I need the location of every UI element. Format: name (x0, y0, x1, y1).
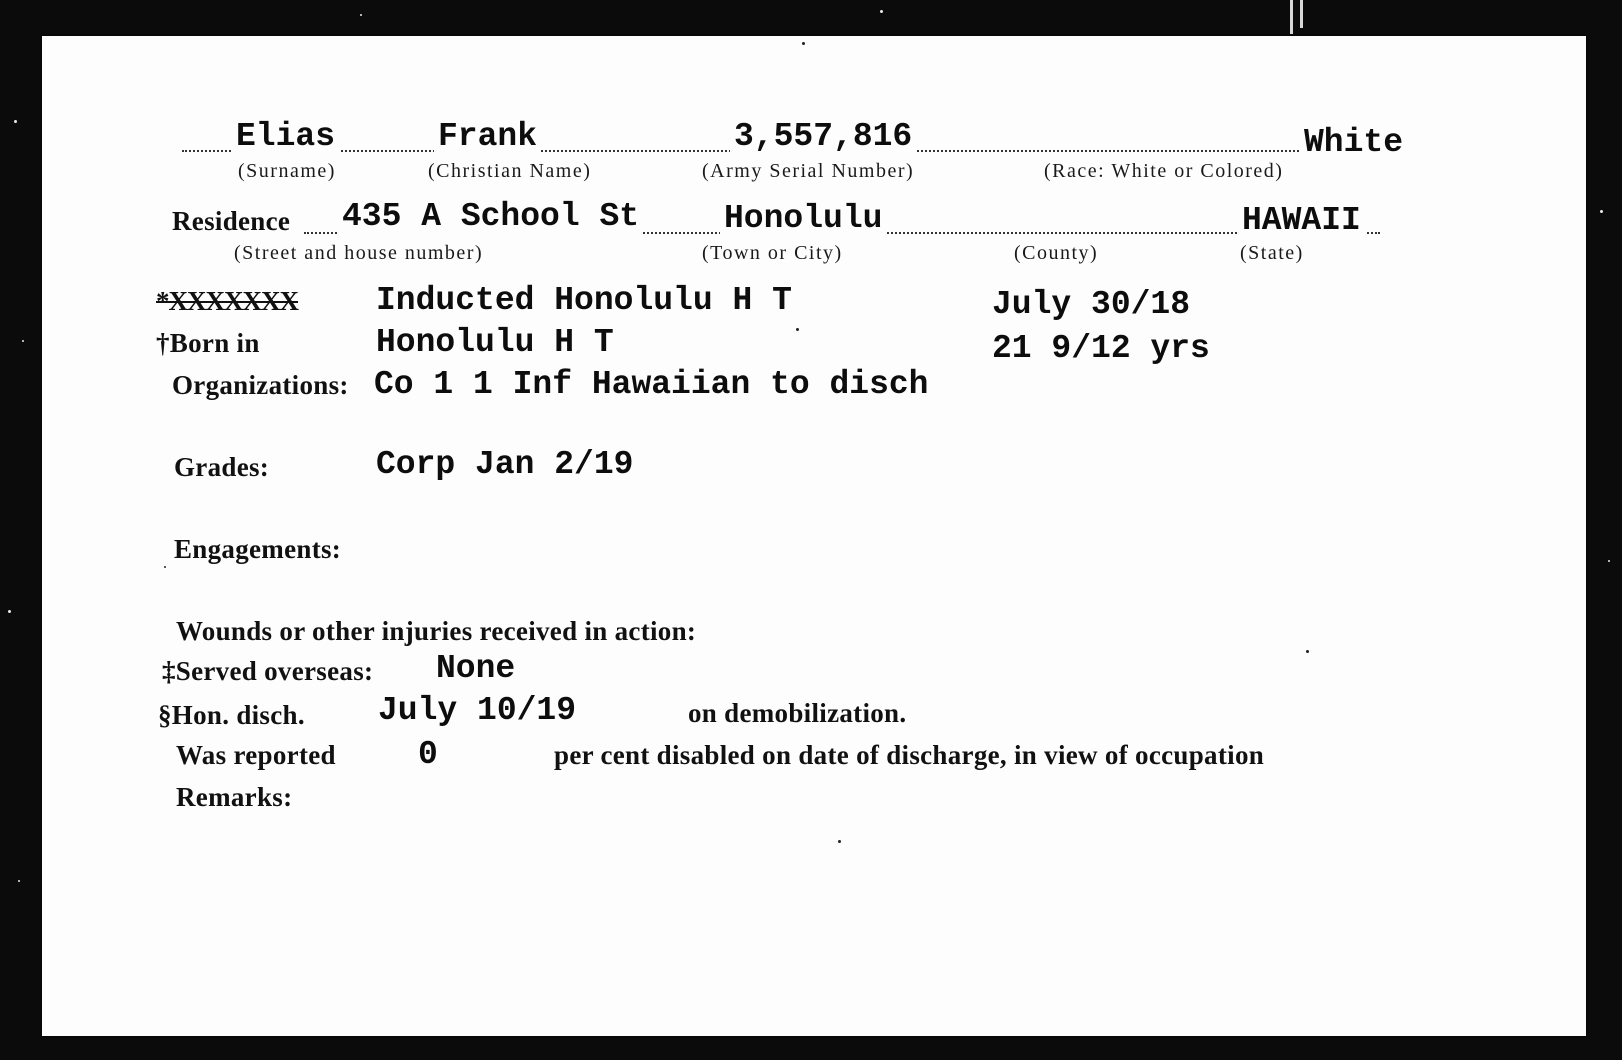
county-caption: (County) (1014, 242, 1099, 264)
serial-number-value: 3,557,816 (730, 118, 916, 155)
grades-label: Grades: (174, 452, 270, 482)
street-caption: (Street and house number) (234, 242, 484, 264)
remarks-label: Remarks: (176, 782, 293, 812)
film-speck (1600, 210, 1603, 213)
race-caption: (Race: White or Colored) (1044, 160, 1284, 182)
residence-label: Residence (172, 206, 291, 236)
town-value: Honolulu (720, 200, 886, 237)
film-scratch (1290, 0, 1293, 34)
film-speck (880, 10, 883, 13)
stray-mark (1306, 650, 1309, 653)
born-label: †Born in (156, 328, 260, 358)
film-speck (22, 340, 24, 342)
film-scratch (1300, 0, 1303, 28)
age-value: 21 9/12 yrs (992, 330, 1210, 367)
reported-suffix: per cent disabled on date of discharge, in view of occupation (554, 740, 1265, 770)
enlisted-label-struck: *XXXXXXX (156, 286, 298, 316)
reported-value: 0 (418, 736, 438, 773)
stray-mark (796, 328, 799, 331)
discharge-date: July 10/19 (378, 692, 577, 729)
organizations-value: Co 1 1 Inf Hawaiian to disch (374, 366, 929, 403)
christian-name-value: Frank (434, 118, 541, 155)
enlisted-date: July 30/18 (992, 286, 1191, 323)
race-value: White (1300, 124, 1407, 161)
christian-name-caption: (Christian Name) (428, 160, 592, 182)
stray-mark (802, 42, 805, 45)
engagements-label: Engagements: (174, 534, 342, 564)
serial-number-caption: (Army Serial Number) (702, 160, 915, 182)
state-value: HAWAII (1238, 202, 1365, 239)
surname-value: Elias (232, 118, 339, 155)
film-speck (360, 14, 362, 16)
reported-label: Was reported (176, 740, 336, 770)
surname-caption: (Surname) (238, 160, 336, 182)
film-speck (8, 610, 11, 613)
organizations-label: Organizations: (172, 370, 349, 400)
stray-mark (838, 840, 841, 843)
record-card (42, 36, 1586, 1036)
town-caption: (Town or City) (702, 242, 843, 264)
film-speck (1608, 560, 1610, 562)
film-speck (18, 880, 20, 882)
enlisted-value: Inducted Honolulu H T (376, 282, 792, 319)
stray-mark (164, 566, 166, 568)
overseas-label: ‡Served overseas: (162, 656, 374, 686)
discharge-suffix: on demobilization. (688, 698, 907, 728)
discharge-label: §Hon. disch. (158, 700, 305, 730)
street-value: 435 A School St (338, 198, 643, 235)
born-value: Honolulu H T (376, 324, 614, 361)
wounds-label: Wounds or other injuries received in action: (176, 616, 697, 646)
grades-value: Corp Jan 2/19 (376, 446, 634, 483)
film-speck (14, 120, 17, 123)
overseas-value: None (436, 650, 516, 687)
state-caption: (State) (1240, 242, 1304, 264)
